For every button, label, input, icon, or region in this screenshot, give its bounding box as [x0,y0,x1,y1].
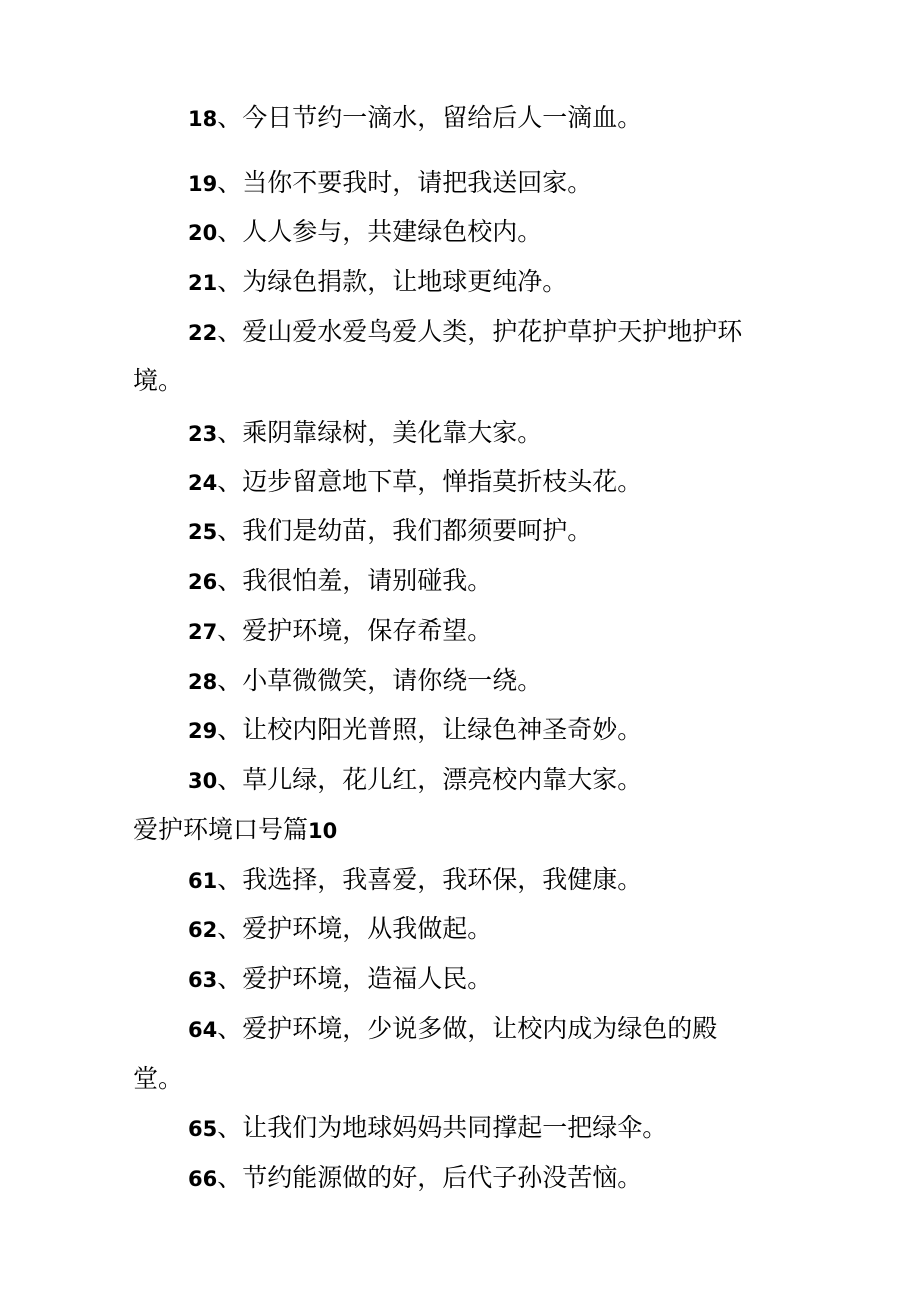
item-text: 爱护环境，造福人民。 [242,964,493,993]
item-separator: 、 [217,964,243,993]
item-separator: 、 [217,418,243,447]
item-number: 21 [188,271,218,295]
list-item [188,1113,848,1144]
item-number: 25 [188,520,218,544]
item-separator: 、 [217,1014,243,1043]
item-separator: 、 [217,267,243,296]
item-separator: 、 [217,865,243,894]
item-separator: 、 [217,467,243,496]
item-number: 29 [188,719,218,743]
item-text: 爱山爱水爱鸟爱人类，护花护草护天护地护环 [242,317,743,346]
item-separator: 、 [217,566,243,595]
item-separator: 、 [217,666,243,695]
item-number: 23 [188,422,218,446]
list-item [188,616,848,647]
list-item [188,865,848,896]
item-separator: 、 [217,217,243,246]
item-number: 19 [188,172,218,196]
list-item [188,418,848,449]
section-heading-text: 爱护环境口号篇 [133,815,309,844]
list-item [188,516,848,547]
item-text: 当你不要我时，请把我送回家。 [242,168,593,197]
item-separator: 、 [217,317,243,346]
item-text: 我们是幼苗，我们都须要呵护。 [242,516,593,545]
item-separator: 、 [217,1113,243,1142]
list-item-continuation: 堂。 [133,1064,184,1093]
item-number: 24 [188,471,218,495]
item-number: 64 [188,1018,218,1042]
item-number: 66 [188,1167,218,1191]
item-text: 乘阴靠绿树，美化靠大家。 [242,418,543,447]
list-item [188,765,848,796]
item-separator: 、 [217,103,243,132]
list-item [188,715,848,746]
list-item [188,566,848,597]
item-number: 18 [188,107,218,131]
item-separator: 、 [217,715,243,744]
item-number: 27 [188,620,218,644]
list-item [188,217,848,248]
item-separator: 、 [217,765,243,794]
item-number: 30 [188,769,218,793]
list-item [188,267,848,298]
list-item [188,666,848,697]
item-number: 62 [188,918,218,942]
item-number: 28 [188,670,218,694]
item-text: 今日节约一滴水，留给后人一滴血。 [242,103,643,132]
item-number: 26 [188,570,218,594]
item-number: 63 [188,968,218,992]
list-item-continuation: 境。 [133,366,184,395]
list-item [188,103,848,134]
item-separator: 、 [217,1163,243,1192]
list-item [188,964,848,995]
item-text: 爱护环境，从我做起。 [242,914,493,943]
list-item [188,317,848,348]
item-number: 65 [188,1117,218,1141]
list-item [188,1014,848,1045]
list-item [188,1163,848,1194]
section-heading-number: 10 [308,819,338,843]
item-text: 人人参与，共建绿色校内。 [242,217,543,246]
item-text: 为绿色捐款，让地球更纯净。 [242,267,568,296]
item-separator: 、 [217,168,243,197]
item-text: 小草微微笑，请你绕一绕。 [242,666,543,695]
list-item [188,914,848,945]
list-item [188,467,848,498]
item-text: 草儿绿，花儿红，漂亮校内靠大家。 [242,765,643,794]
item-separator: 、 [217,616,243,645]
list-item [188,168,848,199]
item-text: 迈步留意地下草，惮指莫折枝头花。 [242,467,643,496]
item-text: 爱护环境，少说多做，让校内成为绿色的殿 [242,1014,718,1043]
item-text: 爱护环境，保存希望。 [242,616,493,645]
section-heading [133,815,793,846]
item-separator: 、 [217,914,243,943]
item-separator: 、 [217,516,243,545]
item-text: 让我们为地球妈妈共同撑起一把绿伞。 [242,1113,668,1142]
item-number: 61 [188,869,218,893]
item-text: 我很怕羞，请别碰我。 [242,566,493,595]
item-number: 22 [188,321,218,345]
item-text: 我选择，我喜爱，我环保，我健康。 [242,865,643,894]
item-text: 节约能源做的好，后代子孙没苦恼。 [242,1163,643,1192]
item-number: 20 [188,221,218,245]
item-text: 让校内阳光普照，让绿色神圣奇妙。 [242,715,643,744]
